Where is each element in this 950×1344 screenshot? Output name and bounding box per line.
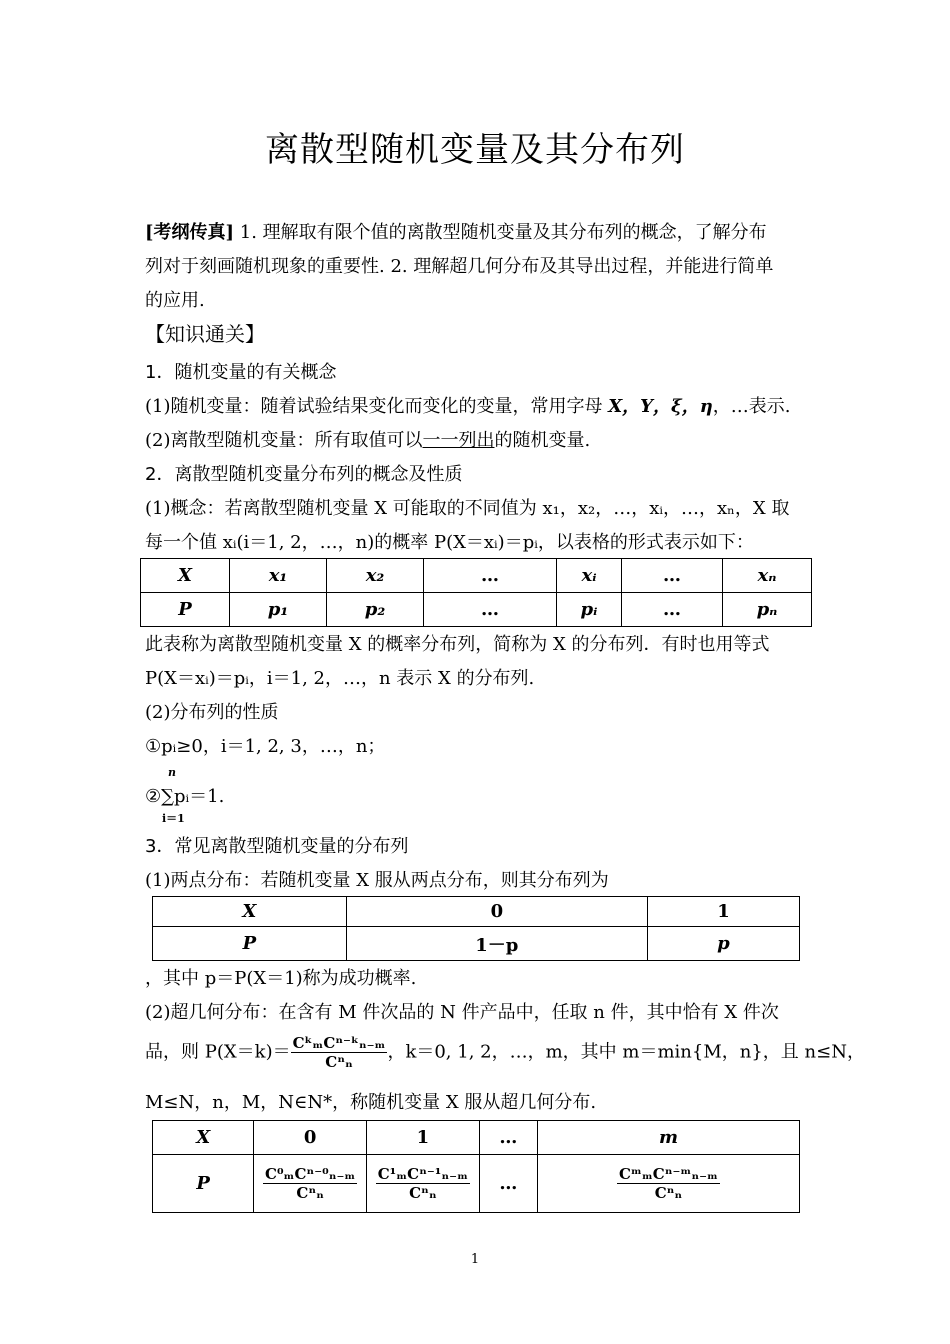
s1-p1-vars: X，Y，ξ，η [608, 396, 713, 417]
fraction-denominator: Cⁿₙ [654, 1184, 683, 1202]
fraction-denominator: Cⁿₙ [409, 1184, 437, 1202]
s3-paragraph-1: (1)两点分布：若随机变量 X 服从两点分布，则其分布列为 [145, 870, 609, 891]
table-cell: … [622, 559, 723, 593]
property-1: ①pᵢ≥0，i＝1, 2, 3，…，n； [145, 736, 386, 757]
table-row [153, 927, 800, 961]
s1-paragraph-1 [145, 392, 791, 418]
fraction-denominator: Cⁿₙ [325, 1053, 353, 1071]
sum-upper-limit: n [168, 766, 176, 779]
fraction-numerator: C⁰ₘCⁿ⁻⁰ₙ₋ₘ [265, 1165, 356, 1183]
s3-p4-pre: 品，则 P(X＝k)＝ [145, 1041, 291, 1063]
table-cell: pₙ [723, 593, 812, 627]
table-cell: xₙ [723, 559, 812, 593]
table-row [141, 559, 812, 593]
section-1-heading: 1．随机变量的有关概念 [145, 362, 337, 383]
fraction-denominator: Cⁿₙ [296, 1184, 324, 1202]
sum-lower-limit: i＝1 [162, 812, 185, 825]
table-cell: X [153, 897, 347, 927]
table-cell: p₂ [327, 593, 424, 627]
outline-label: [考纲传真] [145, 222, 235, 243]
s1-p2-pre: (2)离散型随机变量：所有取值可以 [145, 430, 423, 451]
page-number: 1 [470, 1252, 480, 1267]
knowledge-heading: 【知识通关】 [145, 322, 265, 346]
s3-paragraph-3: (2)超几何分布：在含有 M 件次品的 N 件产品中，任取 n 件，其中恰有 X 件次 [145, 1002, 779, 1023]
fraction-numerator: CᵐₘCⁿ⁻ᵐₙ₋ₘ [618, 1165, 718, 1183]
section-3-heading: 3．常见离散型随机变量的分布列 [145, 836, 409, 857]
table-row [141, 593, 812, 627]
table-cell [537, 1155, 799, 1213]
table-cell: 1 [367, 1121, 480, 1155]
table-cell: … [424, 559, 557, 593]
table-row [153, 1155, 800, 1213]
s3-paragraph-4 [145, 1034, 865, 1071]
two-point-table [152, 896, 800, 961]
s2-paragraph-1b: 每一个值 xᵢ(i＝1, 2，…，n)的概率 P(X＝xᵢ)＝pᵢ，以表格的形式表示如下： [145, 532, 754, 553]
fraction-k0 [263, 1165, 357, 1202]
table-cell [367, 1155, 480, 1213]
s1-p2-underlined: 一一列出 [422, 430, 495, 451]
hypergeometric-table [152, 1120, 800, 1213]
table-cell: P [153, 927, 347, 961]
s1-paragraph-2 [145, 426, 590, 452]
s2-paragraph-2a: 此表称为离散型随机变量 X 的概率分布列，简称为 X 的分布列．有时也用等式 [145, 634, 770, 655]
table-cell: … [479, 1121, 537, 1155]
table-cell: p₁ [230, 593, 327, 627]
table-cell: x₂ [327, 559, 424, 593]
table-cell: P [141, 593, 230, 627]
table-cell: p [647, 927, 799, 961]
outline-line-3: 的应用. [145, 290, 205, 311]
table-cell: 1 [647, 897, 799, 927]
outline-line-1 [145, 218, 767, 244]
fraction-numerator: CᵏₘCⁿ⁻ᵏₙ₋ₘ [292, 1034, 386, 1052]
s2-paragraph-1a: (1)概念：若离散型随机变量 X 可能取的不同值为 x₁，x₂，…，xᵢ，…，xₙ，X 取 [145, 498, 790, 519]
table-row [153, 1121, 800, 1155]
table-cell: … [479, 1155, 537, 1213]
table-cell: X [153, 1121, 254, 1155]
outline-text-1: 1. 理解取有限个值的离散型随机变量及其分布列的概念，了解分布 [239, 222, 767, 243]
fraction-km [617, 1165, 720, 1202]
table-cell: 1－p [346, 927, 647, 961]
table-cell: … [622, 593, 723, 627]
table-cell: … [424, 593, 557, 627]
s2-paragraph-3: (2)分布列的性质 [145, 702, 279, 723]
distribution-table [140, 558, 812, 627]
s3-paragraph-5: M≤N，n，M，N∈N*，称随机变量 X 服从超几何分布. [145, 1092, 597, 1113]
s1-p1-post: ，…表示. [712, 396, 791, 417]
s1-p2-post: 的随机变量. [494, 430, 591, 451]
s2-paragraph-2b: P(X＝xᵢ)＝pᵢ，i＝1, 2，…，n 表示 X 的分布列. [145, 668, 535, 689]
table-cell: P [153, 1155, 254, 1213]
table-cell: pᵢ [557, 593, 622, 627]
table-cell: 0 [254, 1121, 367, 1155]
property-2: ②∑pᵢ＝1. [145, 786, 225, 807]
fraction-numerator: C¹ₘCⁿ⁻¹ₙ₋ₘ [377, 1165, 468, 1183]
table-row [153, 897, 800, 927]
fraction-k1 [376, 1165, 470, 1202]
table-cell: 0 [346, 897, 647, 927]
table-cell [254, 1155, 367, 1213]
s1-p1-pre: (1)随机变量：随着试验结果变化而变化的变量，常用字母 [145, 396, 609, 417]
section-2-heading: 2．离散型随机变量分布列的概念及性质 [145, 464, 463, 485]
table-cell: x₁ [230, 559, 327, 593]
s3-paragraph-2: ，其中 p＝P(X＝1)称为成功概率. [145, 968, 417, 989]
outline-line-2: 列对于刻画随机现象的重要性. 2. 理解超几何分布及其导出过程，并能进行简单 [145, 256, 774, 277]
page-title: 离散型随机变量及其分布列 [265, 130, 685, 170]
s3-p4-post: ，k＝0, 1, 2，…，m，其中 m＝min{M，n}，且 n≤N， [387, 1041, 865, 1063]
table-cell: X [141, 559, 230, 593]
table-cell: m [537, 1121, 799, 1155]
table-cell: xᵢ [557, 559, 622, 593]
hypergeometric-fraction [291, 1034, 388, 1071]
